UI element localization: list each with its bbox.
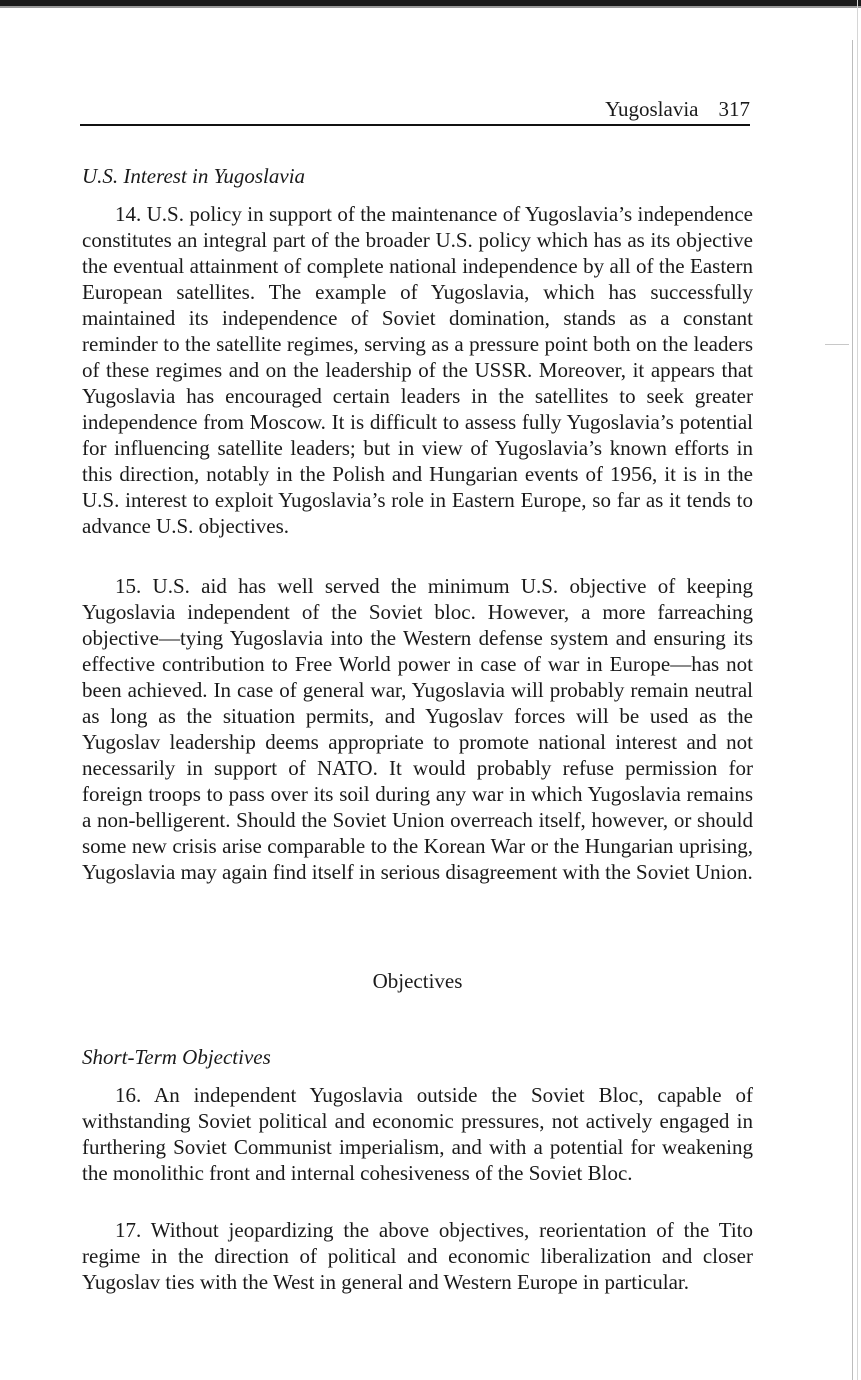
subheading-short-term-objectives: Short-Term Objectives bbox=[82, 1045, 271, 1069]
paragraph-15-text: 15. U.S. aid has well served the minimum U.S. objective of keeping Yugoslavia independent of the Soviet bloc. However, a more farreaching objective—tying Yugoslavia into the Western defense system and ensuring its effective contribution to Free World power in case of war in Europe—has not been achieved. In case of general war, Yugoslavia will probably remain neutral as long as the situation permits, and Yugoslav forces will be used as the Yugoslav leadership deems appropriate to promote national interest and not necessarily in support of NATO. It would probably refuse permission for foreign troops to pass over its soil during any war in which Yugoslavia remains a non-belligerent. Should the Soviet Union overreach itself, however, or should some new crisis arise comparable to the Korean War or the Hungarian uprising, Yugoslavia may again find itself in serious disagreement with the Soviet Union. bbox=[82, 574, 753, 884]
paragraph-14 bbox=[82, 201, 753, 539]
paragraph-16-text: 16. An independent Yugoslavia outside the Soviet Bloc, capable of withstanding Soviet political and economic pressures, not actively engaged in furthering Soviet Communist imperialism, and with a potential for weakening the monolithic front and internal cohesiveness of the Soviet Bloc. bbox=[82, 1083, 753, 1185]
paragraph-17 bbox=[82, 1217, 753, 1295]
section-heading-objectives: Objectives bbox=[372, 969, 463, 993]
scan-edge-mark bbox=[825, 344, 849, 345]
paragraph-17-text: 17. Without jeopardizing the above objectives, reorientation of the Tito regime in the direction of political and economic liberalization and closer Yugoslav ties with the West in general and Western Europe in particular. bbox=[82, 1218, 753, 1294]
paragraph-16 bbox=[82, 1082, 753, 1186]
scan-right-edge bbox=[852, 40, 853, 1380]
paragraph-14-text: 14. U.S. policy in support of the maintenance of Yugoslavia’s independence constitutes an integral part of the broader U.S. policy which has as its objective the eventual attainment of complete national independence by all of the Eastern European satellites. The example of Yugoslavia, which has successfully maintained its independence of Soviet domination, stands as a constant reminder to the satellite regimes, serving as a pressure point both on the leaders of these regimes and on the leadership of the USSR. Moreover, it appears that Yugoslavia has encouraged certain leaders in the satellites to seek greater independence from Moscow. It is difficult to assess fully Yugoslavia’s potential for influencing satellite leaders; but in view of Yugoslavia’s known efforts in this direction, notably in the Polish and Hungarian events of 1956, it is in the U.S. interest to exploit Yugoslavia’s role in Eastern Europe, so far as it tends to advance U.S. objectives. bbox=[82, 202, 753, 538]
scan-top-shadow bbox=[0, 6, 861, 8]
scan-right-edge-outer bbox=[857, 0, 858, 1380]
header-rule bbox=[80, 124, 750, 126]
page-number: 317 bbox=[718, 97, 750, 121]
paragraph-15 bbox=[82, 573, 753, 885]
running-title: Yugoslavia bbox=[605, 97, 699, 121]
section-heading-us-interest: U.S. Interest in Yugoslavia bbox=[82, 164, 306, 188]
running-header bbox=[82, 96, 750, 122]
